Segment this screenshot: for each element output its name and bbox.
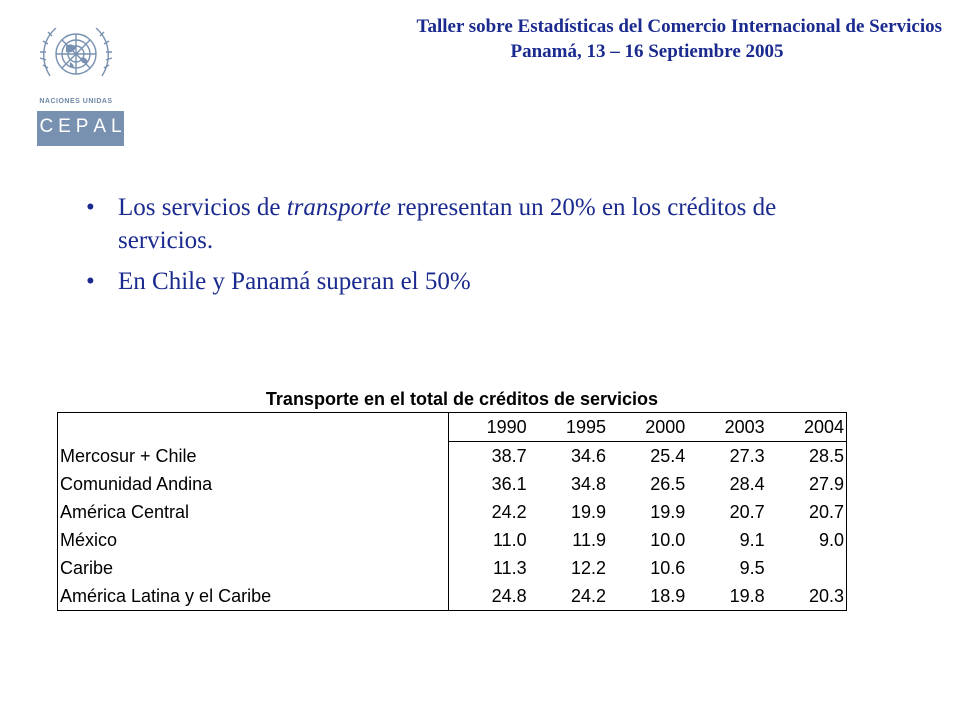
region-label: Mercosur + Chile [60,445,197,466]
value-cell: 11.9 [572,530,606,550]
region-label: Comunidad Andina [60,474,213,494]
table-row [58,554,847,582]
value-cell: 9.1 [739,530,765,550]
bullet-item [86,191,846,257]
workshop-title-line2: Panamá, 13 – 16 Septiembre 2005 [510,41,784,62]
transport-table [57,412,847,611]
value-cell: 19.9 [650,502,686,522]
cepal-letter: C [39,116,54,137]
table-row [58,582,847,611]
workshop-title [242,14,942,64]
value-cell: 19.9 [570,502,606,522]
value-cell: 9.5 [739,558,765,578]
region-label: América Central [60,502,190,522]
value-cell: 34.8 [570,474,606,494]
table-header-row [58,413,847,442]
cepal-logo [30,20,130,148]
bullet-dot: • [86,194,95,221]
value-cell: 10.0 [650,530,686,550]
bullet-dot: • [86,268,95,295]
region-label: Caribe [60,558,114,578]
year-header: 2004 [767,413,847,442]
cepal-letters [37,116,124,138]
bullet-item [86,265,846,298]
value-cell: 28.5 [808,446,844,466]
bullet-text [118,194,776,254]
value-cell: 28.4 [729,474,765,494]
cepal-letter: P [75,116,89,137]
value-cell: 20.7 [729,502,765,522]
table-corner-cell [58,413,449,442]
logo-caption: NACIONES UNIDAS [39,98,113,105]
workshop-title-line1: Taller sobre Estadísticas del Comercio Internacional de Servicios [416,16,942,37]
value-cell: 24.2 [449,498,529,526]
bullet-text: En Chile y Panamá superan el 50% [118,268,471,295]
year-header: 1990 [449,413,529,442]
value-cell: 24.2 [570,586,606,606]
cepal-letter: A [93,116,107,137]
value-cell [767,554,847,582]
region-label: América Latina y el Caribe [60,586,272,606]
bullet-text-prefix: Los servicios de [118,194,287,221]
year-header: 2000 [608,413,687,442]
value-cell: 34.6 [570,446,606,466]
bullet-list [86,191,846,306]
value-cell: 11.0 [449,526,529,554]
year-header: 2003 [687,413,766,442]
bullet-text-italic: transporte [286,194,391,221]
cepal-letter: L [110,116,122,137]
region-label: México [60,530,118,550]
value-cell: 20.3 [808,586,844,606]
value-cell: 11.3 [449,554,529,582]
value-cell: 12.2 [570,558,606,578]
value-cell: 38.7 [449,442,529,471]
value-cell: 20.7 [808,502,844,522]
value-cell: 19.8 [729,586,765,606]
bullet-text-suffix: representan un 20% en los créditos de servicios. [118,194,777,254]
cepal-letter: E [58,116,71,137]
table-row [58,526,847,554]
table-row [58,498,847,526]
value-cell: 18.9 [650,586,686,606]
value-cell: 27.3 [729,446,765,466]
un-emblem-icon [30,20,122,98]
table-row [58,470,847,498]
value-cell: 25.4 [650,446,686,466]
value-cell: 9.0 [818,530,844,550]
value-cell: 10.6 [650,558,686,578]
table-row [58,442,847,471]
value-cell: 36.1 [449,470,529,498]
year-header: 1995 [529,413,608,442]
value-cell: 27.9 [808,474,844,494]
transport-table-container [57,387,847,611]
table-title: Transporte en el total de créditos de servicios [265,389,659,409]
value-cell: 24.8 [449,582,529,611]
value-cell: 26.5 [650,474,686,494]
